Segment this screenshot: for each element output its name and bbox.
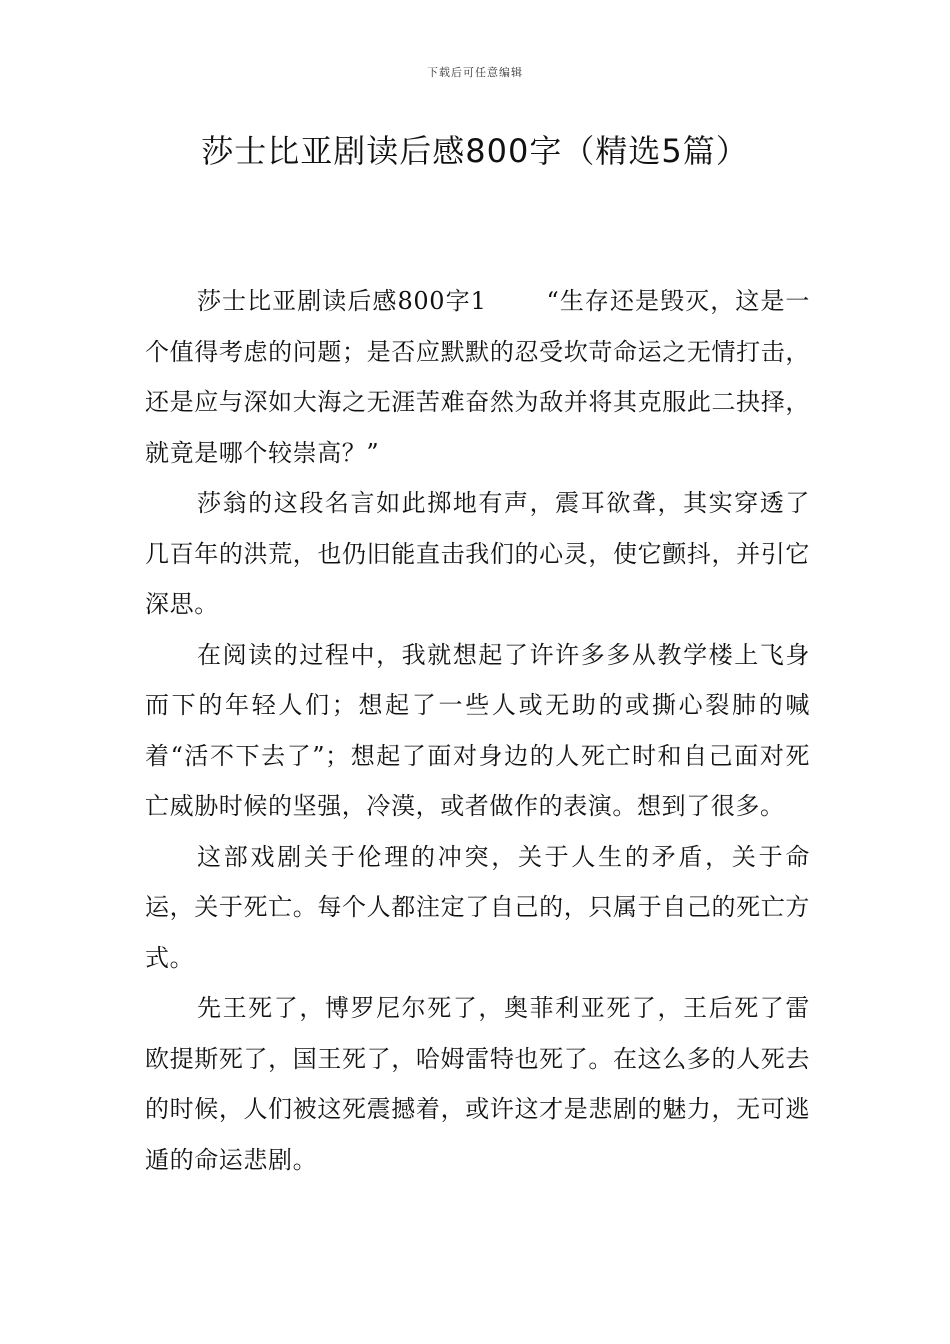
paragraph-1-text: “生存还是毁灭，这是一个值得考虑的问题；是否应默默的忍受坎苛命运之无情打击，还是应与深如大海之无涯苦难奋然为敌并将其克服此二抉择，就竟是哪个较崇高？”: [145, 287, 810, 467]
paragraph-5: 先王死了，博罗尼尔死了，奥菲利亚死了，王后死了雷欧提斯死了，国王死了，哈姆雷特也死了。在这么多的人死去的时候，人们被这死震撼着，或许这才是悲剧的魅力，无可逃遁的命运悲剧。: [145, 994, 810, 1174]
header-note: 下载后可任意编辑: [427, 66, 523, 79]
section-heading: 莎士比亚剧读后感800字1: [197, 287, 487, 315]
document-title: 莎士比亚剧读后感800字（精选5篇）: [201, 132, 749, 170]
paragraph-3: 在阅读的过程中，我就想起了许许多多从教学楼上飞身而下的年轻人们；想起了一些人或无助的或撕心裂肺的喊着“活不下去了”；想起了面对身边的人死亡时和自己面对死亡威胁时候的坚强，冷漠，或者做作的表演。想到了很多。: [145, 640, 810, 820]
paragraph-4: 这部戏剧关于伦理的冲突，关于人生的矛盾，关于命运，关于死亡。每个人都注定了自己的，只属于自己的死亡方式。: [145, 842, 810, 972]
paragraph-2: 莎翁的这段名言如此掷地有声，震耳欲聋，其实穿透了几百年的洪荒，也仍旧能直击我们的心灵，使它颤抖，并引它深思。: [145, 489, 810, 618]
paragraph-1: [145, 276, 810, 478]
document-body: [145, 276, 810, 1185]
